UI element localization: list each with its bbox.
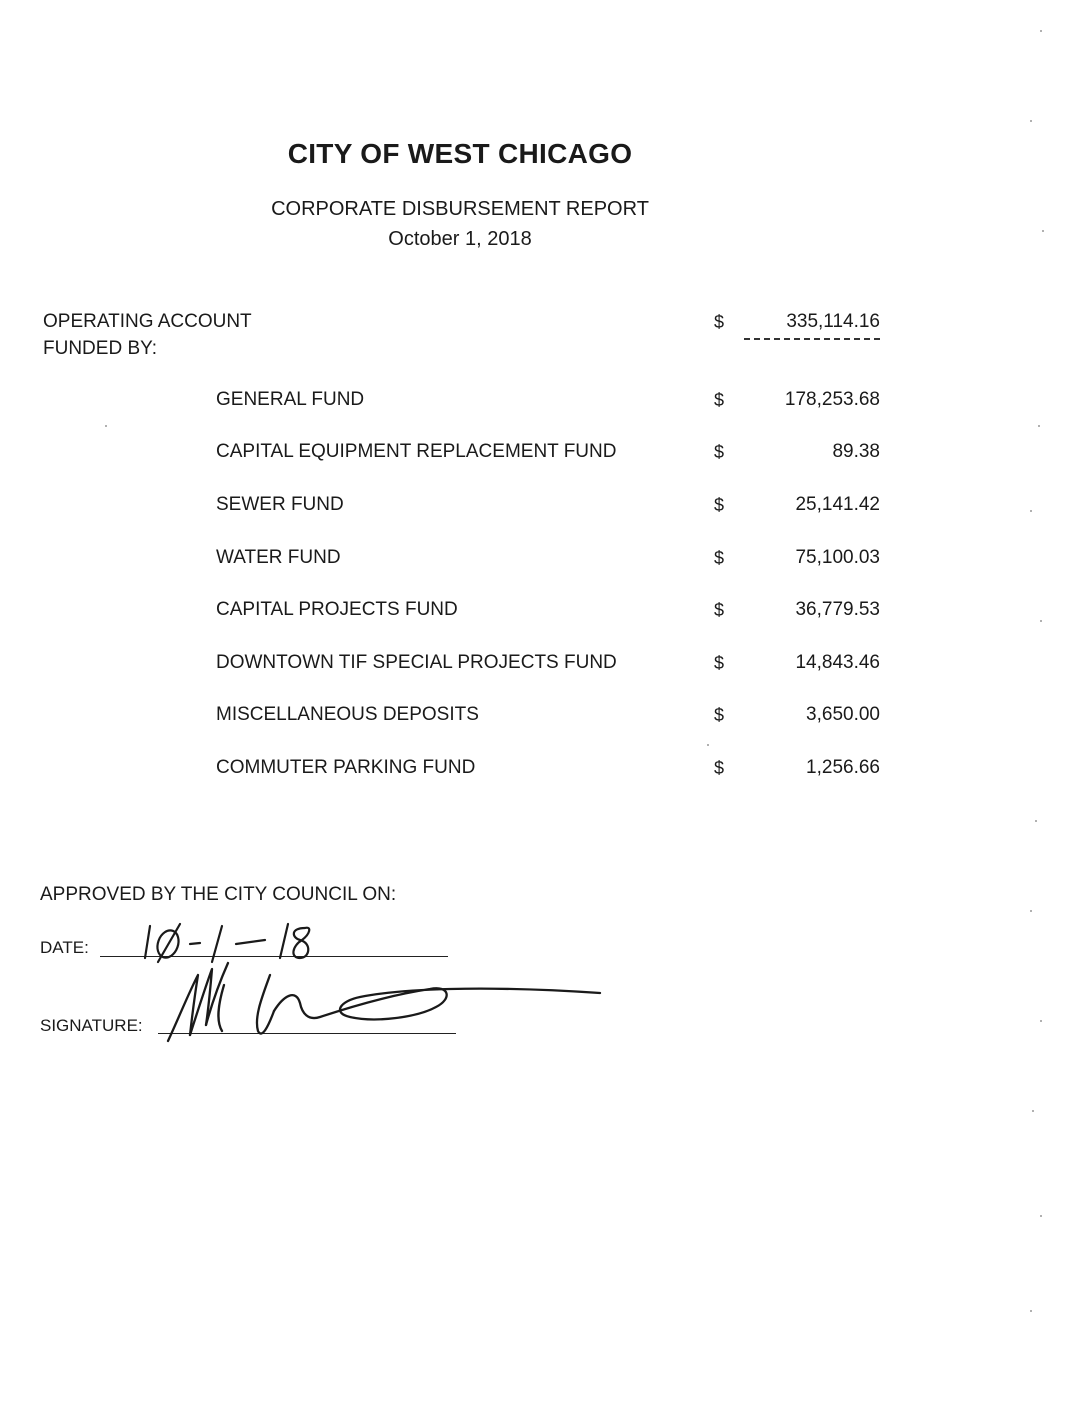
date-label: DATE:	[40, 938, 89, 957]
operating-account-label: OPERATING ACCOUNT	[43, 311, 252, 332]
fund-amount: 25,141.42	[795, 494, 880, 515]
fund-name: MISCELLANEOUS DEPOSITS	[216, 704, 479, 725]
fund-name: GENERAL FUND	[216, 389, 365, 410]
scan-speck	[1032, 1110, 1034, 1112]
operating-currency: $	[714, 312, 725, 332]
scan-speck	[1040, 1215, 1042, 1217]
fund-amount: 1,256.66	[806, 757, 880, 778]
fund-amount: 89.38	[832, 441, 880, 462]
fund-currency: $	[714, 548, 725, 568]
fund-amount: 75,100.03	[795, 547, 880, 568]
report-subtitle: CORPORATE DISBURSEMENT REPORT	[271, 198, 649, 220]
funded-by-label: FUNDED BY:	[43, 338, 158, 359]
scan-speck	[1040, 620, 1042, 622]
fund-name: DOWNTOWN TIF SPECIAL PROJECTS FUND	[216, 652, 617, 673]
scan-speck	[1040, 1020, 1042, 1022]
fund-amount: 178,253.68	[784, 389, 880, 410]
fund-name: CAPITAL EQUIPMENT REPLACEMENT FUND	[216, 441, 617, 462]
scan-speck	[1030, 510, 1032, 512]
fund-currency: $	[714, 705, 725, 725]
approved-by-label: APPROVED BY THE CITY COUNCIL ON:	[40, 884, 397, 905]
fund-amount: 3,650.00	[806, 704, 880, 725]
fund-name: COMMUTER PARKING FUND	[216, 757, 476, 778]
report-title: CITY OF WEST CHICAGO	[287, 138, 633, 169]
scan-speck	[1040, 30, 1042, 32]
fund-currency: $	[714, 758, 725, 778]
scan-speck	[707, 744, 709, 746]
fund-currency: $	[714, 653, 725, 673]
scan-speck	[1035, 820, 1037, 822]
fund-name: CAPITAL PROJECTS FUND	[216, 599, 458, 620]
fund-amount: 14,843.46	[795, 652, 880, 673]
fund-currency: $	[714, 600, 725, 620]
report-date: October 1, 2018	[388, 228, 532, 250]
fund-currency: $	[714, 390, 725, 410]
fund-name: SEWER FUND	[216, 494, 344, 515]
fund-amount: 36,779.53	[795, 599, 880, 620]
subtotal-dashed-rule	[744, 338, 880, 340]
scan-speck	[1030, 1310, 1032, 1312]
scan-speck	[1030, 910, 1032, 912]
signature-label: SIGNATURE:	[40, 1016, 143, 1035]
fund-name: WATER FUND	[216, 547, 341, 568]
scan-speck	[105, 425, 107, 427]
handwritten-signature	[150, 955, 610, 1050]
operating-amount: 335,114.16	[786, 311, 880, 332]
scan-speck	[1038, 425, 1040, 427]
scan-speck	[1030, 120, 1032, 122]
fund-currency: $	[714, 495, 725, 515]
scan-speck	[1042, 230, 1044, 232]
fund-currency: $	[714, 442, 725, 462]
